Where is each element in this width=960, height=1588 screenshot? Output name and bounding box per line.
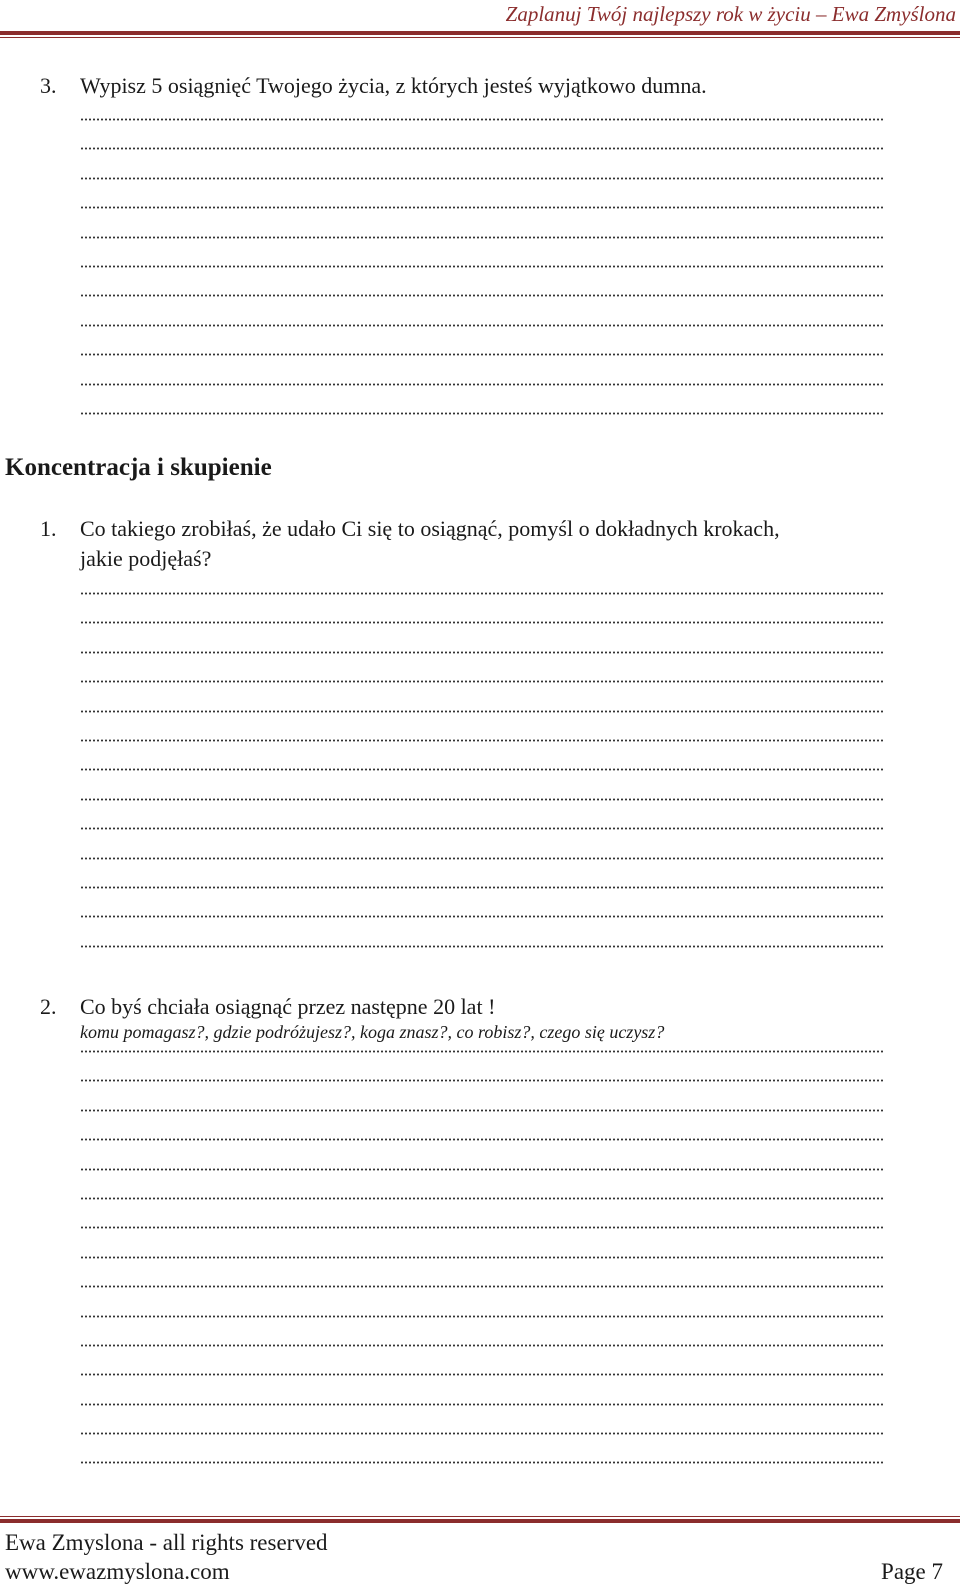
answer-line[interactable] (80, 294, 885, 297)
answer-line[interactable] (80, 353, 885, 356)
answer-line[interactable] (80, 1344, 885, 1347)
section-heading: Koncentracja i skupienie (5, 454, 272, 481)
question-2-number: 2. (40, 994, 57, 1019)
answer-line[interactable] (80, 177, 885, 180)
answer-line[interactable] (80, 1138, 885, 1141)
answer-line[interactable] (80, 1197, 885, 1200)
question-2-hint: komu pomagasz?, gdzie podróżujesz?, koga znasz?, co robisz?, czego się uczysz? (80, 1022, 665, 1042)
answer-line[interactable] (80, 1050, 885, 1053)
answer-line[interactable] (80, 857, 885, 860)
answer-line[interactable] (80, 915, 885, 918)
answer-line[interactable] (80, 621, 885, 624)
footer-divider-thin (0, 1516, 960, 1517)
answer-line[interactable] (80, 265, 885, 268)
answer-line[interactable] (80, 1079, 885, 1082)
answer-line[interactable] (80, 739, 885, 742)
header-divider (0, 31, 960, 35)
answer-line[interactable] (80, 651, 885, 654)
answer-line[interactable] (80, 412, 885, 415)
question-1-number: 1. (40, 516, 57, 541)
question-3-number: 3. (40, 73, 57, 98)
header-divider-thin (0, 37, 960, 38)
question-2-text: Co byś chciała osiągnąć przez następne 20 lat ! (80, 994, 496, 1019)
answer-line[interactable] (80, 206, 885, 209)
question-1-text-line2: jakie podjęłaś? (80, 546, 212, 571)
answer-line[interactable] (80, 827, 885, 830)
answer-line[interactable] (80, 118, 885, 121)
answer-line[interactable] (80, 592, 885, 595)
answer-line[interactable] (80, 886, 885, 889)
question-2-answer-area[interactable] (80, 1050, 885, 1491)
answer-line[interactable] (80, 768, 885, 771)
footer-divider (0, 1519, 960, 1523)
answer-line[interactable] (80, 1109, 885, 1112)
answer-line[interactable] (80, 945, 885, 948)
footer-website[interactable]: www.ewazmyslona.com (5, 1559, 230, 1584)
answer-line[interactable] (80, 1373, 885, 1376)
answer-line[interactable] (80, 680, 885, 683)
answer-line[interactable] (80, 1315, 885, 1318)
answer-line[interactable] (80, 383, 885, 386)
answer-line[interactable] (80, 1461, 885, 1464)
answer-line[interactable] (80, 1432, 885, 1435)
question-3-answer-area[interactable] (80, 118, 885, 441)
answer-line[interactable] (80, 1168, 885, 1171)
answer-line[interactable] (80, 1256, 885, 1259)
answer-line[interactable] (80, 710, 885, 713)
question-3-text: Wypisz 5 osiągnięć Twojego życia, z których jesteś wyjątkowo dumna. (80, 73, 707, 98)
answer-line[interactable] (80, 324, 885, 327)
answer-line[interactable] (80, 1403, 885, 1406)
answer-line[interactable] (80, 147, 885, 150)
page-header-title: Zaplanuj Twój najlepszy rok w życiu – Ewa Zmyślona (505, 2, 956, 26)
footer-copyright: Ewa Zmyslona - all rights reserved (5, 1530, 328, 1555)
answer-line[interactable] (80, 798, 885, 801)
footer-page-number: Page 7 (881, 1559, 943, 1584)
question-1-answer-area[interactable] (80, 592, 885, 974)
answer-line[interactable] (80, 236, 885, 239)
question-1-text-line1: Co takiego zrobiłaś, że udało Ci się to osiągnąć, pomyśl o dokładnych krokach, (80, 516, 780, 541)
answer-line[interactable] (80, 1285, 885, 1288)
answer-line[interactable] (80, 1226, 885, 1229)
